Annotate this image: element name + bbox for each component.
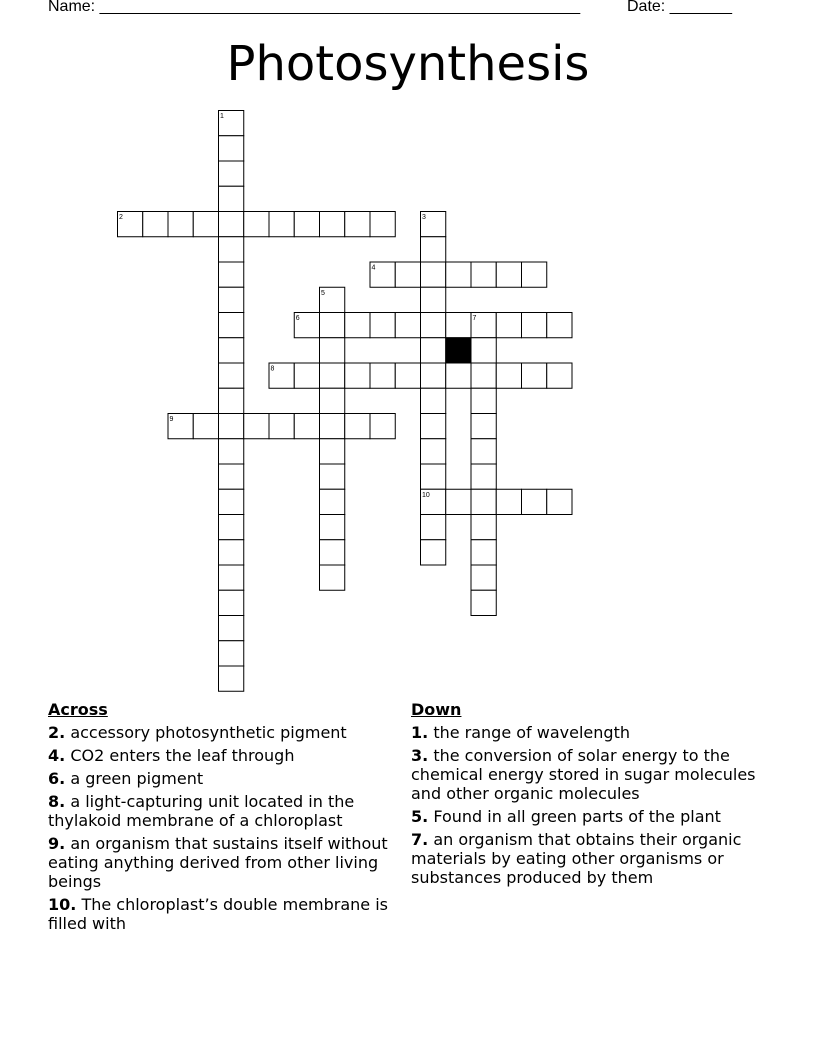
grid-cell[interactable]	[219, 136, 244, 161]
grid-cell[interactable]	[345, 313, 370, 338]
clue-number-label: 8	[270, 365, 275, 373]
grid-cell[interactable]	[547, 313, 572, 338]
grid-cell[interactable]	[219, 590, 244, 615]
clue-number-label: 3	[422, 214, 426, 221]
grid-cell[interactable]	[496, 313, 521, 338]
grid-cell[interactable]	[219, 641, 244, 666]
page-title: Photosynthesis	[226, 36, 590, 92]
down-heading: Down	[411, 700, 462, 719]
grid-cell[interactable]	[496, 489, 521, 514]
grid-cell[interactable]	[421, 464, 446, 489]
grid-cell[interactable]	[395, 262, 420, 287]
grid-cell[interactable]	[219, 363, 244, 388]
grid-cell[interactable]	[320, 313, 345, 338]
grid-cell[interactable]	[446, 313, 471, 338]
across-clue	[48, 834, 408, 891]
clue-number: 3.	[411, 746, 429, 765]
clue-text: an organism that obtains their organic materials by eating other organisms or substances produced by them	[411, 830, 742, 887]
grid-cell[interactable]	[294, 414, 319, 439]
grid-cell[interactable]	[471, 565, 496, 590]
black-cell	[446, 338, 471, 363]
grid-cell[interactable]	[219, 186, 244, 211]
across-clue	[48, 769, 408, 788]
grid-cell[interactable]	[320, 540, 345, 565]
clue-number: 1.	[411, 723, 429, 742]
clue-number-label: 9	[169, 416, 174, 423]
grid-cell[interactable]	[219, 237, 244, 262]
grid-cell[interactable]	[446, 262, 471, 287]
grid-cell[interactable]	[219, 262, 244, 287]
clue-text: an organism that sustains itself without eating anything derived from other living beings	[48, 834, 388, 891]
grid-cell[interactable]	[522, 313, 547, 338]
clue-number: 7.	[411, 830, 429, 849]
grid-cell[interactable]	[446, 363, 471, 388]
grid-cell[interactable]	[471, 262, 496, 287]
across-clues	[48, 700, 408, 937]
grid-cell[interactable]	[320, 212, 345, 237]
clue-number-label: 4	[371, 264, 376, 272]
grid-cell[interactable]	[294, 212, 319, 237]
across-clue	[48, 746, 408, 765]
down-clue	[411, 746, 771, 803]
clue-number: 5.	[411, 807, 429, 826]
grid-cell[interactable]	[421, 363, 446, 388]
grid-cell[interactable]	[421, 388, 446, 413]
grid-cell[interactable]	[471, 388, 496, 413]
grid-cell[interactable]	[320, 338, 345, 363]
clue-number: 2.	[48, 723, 66, 742]
across-heading: Across	[48, 700, 108, 719]
grid-cell[interactable]	[320, 489, 345, 514]
grid-cell[interactable]	[219, 414, 244, 439]
grid-cell[interactable]	[219, 464, 244, 489]
grid-cell[interactable]	[421, 439, 446, 464]
down-clue	[411, 830, 771, 887]
clue-text: a green pigment	[70, 769, 204, 788]
grid-cell[interactable]	[219, 540, 244, 565]
grid-cell[interactable]	[421, 287, 446, 312]
clue-number-label: 7	[472, 315, 477, 322]
grid-cell[interactable]	[471, 338, 496, 363]
grid-cell[interactable]	[547, 363, 572, 388]
grid-cell[interactable]	[471, 540, 496, 565]
grid-cell[interactable]	[219, 161, 244, 186]
grid-cell[interactable]	[421, 338, 446, 363]
grid-cell[interactable]	[421, 414, 446, 439]
clue-text: accessory photosynthetic pigment	[70, 723, 347, 742]
grid-cell[interactable]	[496, 363, 521, 388]
clue-number-label: 5	[321, 289, 325, 297]
across-clue	[48, 723, 408, 742]
grid-cell[interactable]	[219, 565, 244, 590]
clue-text: a light-capturing unit located in the thylakoid membrane of a chloroplast	[48, 792, 355, 830]
grid-cell[interactable]	[522, 363, 547, 388]
grid-cell[interactable]	[345, 414, 370, 439]
grid-cell[interactable]	[345, 363, 370, 388]
grid-cell[interactable]	[522, 489, 547, 514]
grid-cell[interactable]	[219, 212, 244, 237]
grid-cell[interactable]	[193, 212, 218, 237]
grid-cell[interactable]	[219, 489, 244, 514]
clue-text: Found in all green parts of the plant	[433, 807, 721, 826]
across-clue	[48, 792, 408, 830]
grid-cell[interactable]	[471, 590, 496, 615]
grid-cell[interactable]	[320, 439, 345, 464]
grid-cell[interactable]	[471, 414, 496, 439]
date-field-label: Date: _______	[627, 0, 732, 15]
grid-cell[interactable]	[219, 313, 244, 338]
grid-cell[interactable]	[547, 489, 572, 514]
grid-cell[interactable]	[471, 439, 496, 464]
down-clue	[411, 807, 771, 826]
grid-cell[interactable]	[370, 212, 395, 237]
grid-cell[interactable]	[370, 313, 395, 338]
clue-number: 6.	[48, 769, 66, 788]
grid-cell[interactable]	[168, 212, 193, 237]
grid-cell[interactable]	[219, 439, 244, 464]
grid-cell[interactable]	[395, 363, 420, 388]
grid-cell[interactable]	[320, 515, 345, 540]
clue-text: the conversion of solar energy to the chemical energy stored in sugar molecules and other organic molecules	[411, 746, 756, 803]
grid-cell[interactable]	[320, 363, 345, 388]
grid-cell[interactable]	[244, 212, 269, 237]
grid-cell[interactable]	[219, 666, 244, 691]
grid-cell[interactable]	[421, 313, 446, 338]
clue-text: CO2 enters the leaf through	[70, 746, 295, 765]
grid-cell[interactable]	[320, 388, 345, 413]
grid-cell[interactable]	[471, 489, 496, 514]
grid-cell[interactable]	[269, 212, 294, 237]
grid-cell[interactable]	[471, 363, 496, 388]
grid-cell[interactable]	[471, 464, 496, 489]
clue-text: The chloroplast’s double membrane is filled with	[48, 895, 389, 933]
clue-number-label: 1	[220, 113, 224, 120]
grid-cell[interactable]	[370, 363, 395, 388]
grid-cell[interactable]	[219, 388, 244, 413]
grid-cell[interactable]	[421, 540, 446, 565]
clue-number-label: 10	[422, 491, 430, 499]
grid-cell[interactable]	[320, 565, 345, 590]
across-clue	[48, 895, 408, 933]
grid-cell[interactable]	[522, 262, 547, 287]
grid-cell[interactable]	[421, 515, 446, 540]
grid-cell[interactable]	[421, 262, 446, 287]
clue-number: 9.	[48, 834, 66, 853]
down-clues	[411, 700, 771, 891]
clue-number: 10.	[48, 895, 77, 914]
grid-cell[interactable]	[471, 515, 496, 540]
clue-number: 4.	[48, 746, 66, 765]
grid-cell[interactable]	[395, 313, 420, 338]
grid-cell[interactable]	[219, 515, 244, 540]
grid-cell[interactable]	[219, 287, 244, 312]
grid-cell[interactable]	[446, 489, 471, 514]
name-field-label: Name: ______________________________________________________	[48, 0, 581, 15]
grid-cell[interactable]	[320, 464, 345, 489]
grid-cell[interactable]	[219, 338, 244, 363]
clue-number-label: 2	[119, 214, 123, 221]
grid-cell[interactable]	[269, 414, 294, 439]
clue-text: the range of wavelength	[433, 723, 630, 742]
clue-number: 8.	[48, 792, 66, 811]
grid-cell[interactable]	[294, 363, 319, 388]
grid-cell[interactable]	[219, 616, 244, 641]
down-clue	[411, 723, 771, 742]
grid-cell[interactable]	[370, 414, 395, 439]
clue-number-label: 6	[295, 315, 300, 322]
grid-cell[interactable]	[244, 414, 269, 439]
grid-cell[interactable]	[421, 237, 446, 262]
grid-cell[interactable]	[193, 414, 218, 439]
grid-cell[interactable]	[320, 414, 345, 439]
grid-cell[interactable]	[496, 262, 521, 287]
grid-cell[interactable]	[143, 212, 168, 237]
grid-cell[interactable]	[345, 212, 370, 237]
